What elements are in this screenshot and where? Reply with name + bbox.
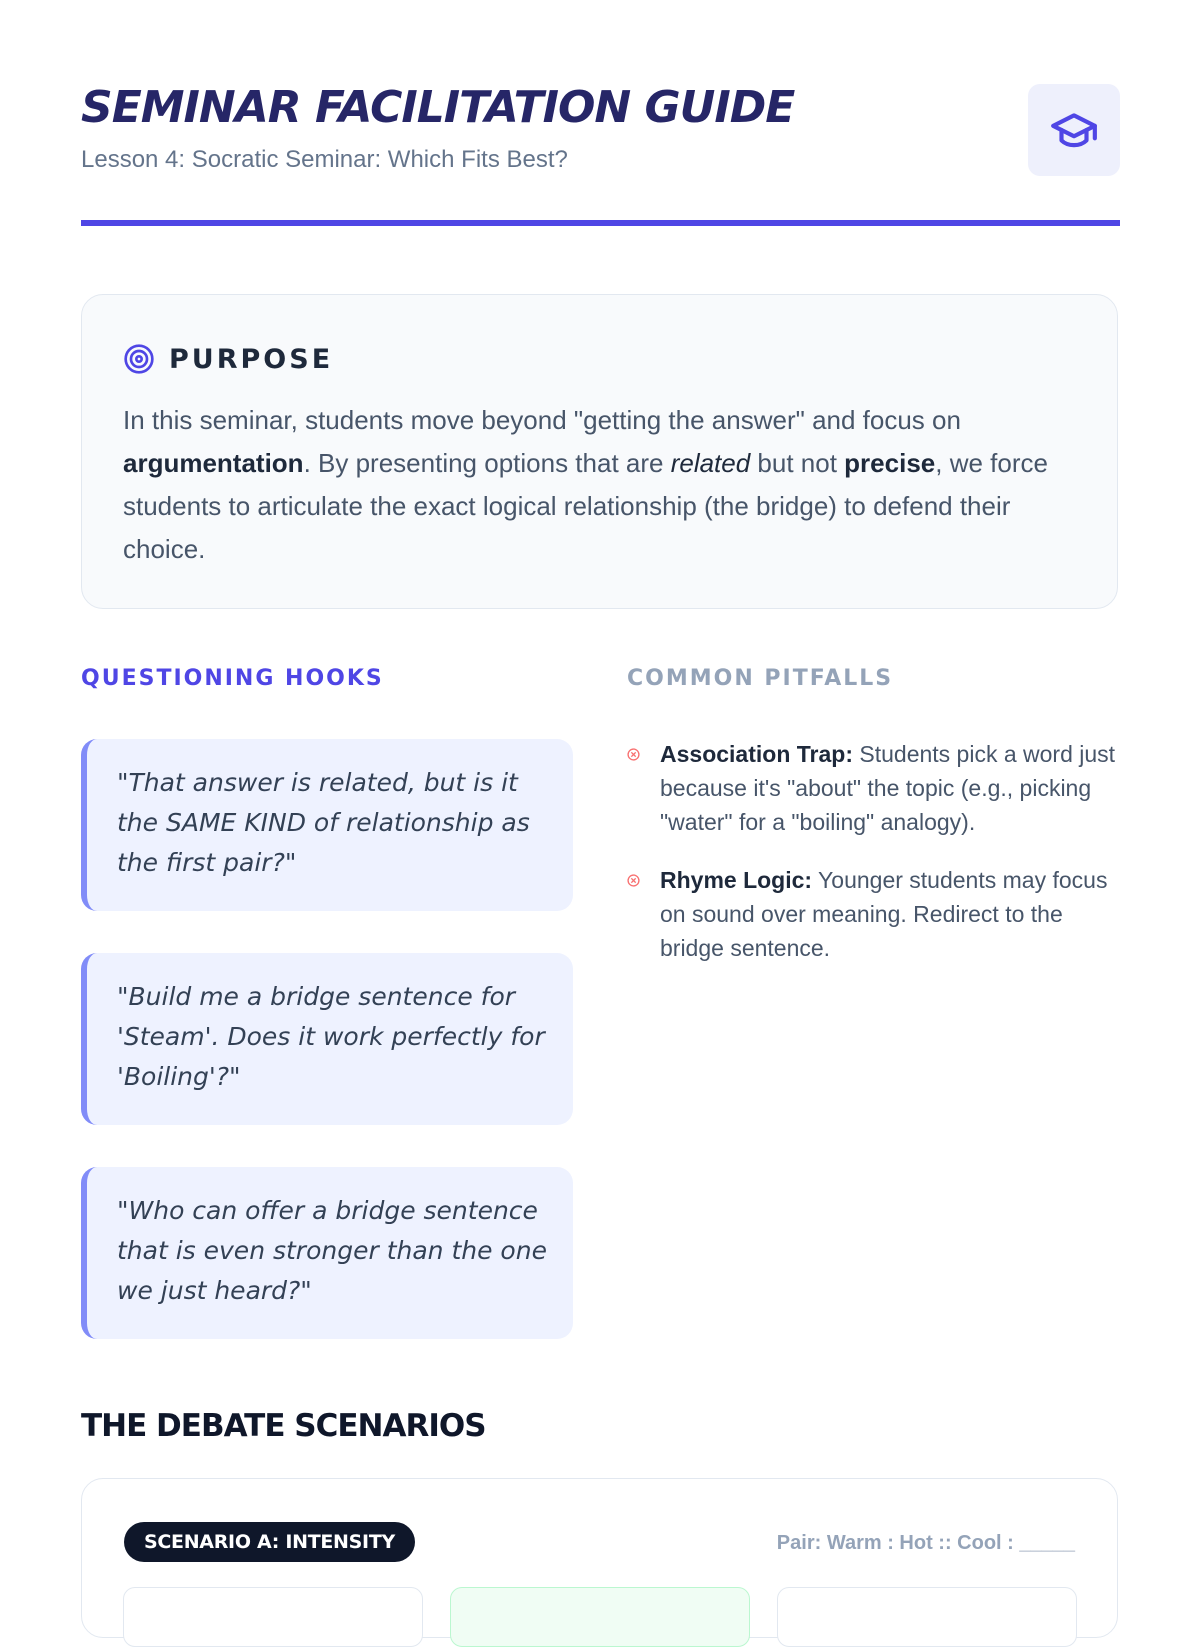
purpose-card: [81, 294, 1118, 609]
target-icon: [123, 343, 155, 375]
answer-option[interactable]: [123, 1587, 423, 1647]
lesson-subtitle: Lesson 4: Socratic Seminar: Which Fits Best?: [81, 146, 568, 173]
questioning-hook: "Who can offer a bridge sentence that is even stronger than the one we just heard?": [81, 1167, 573, 1339]
purpose-bold-precise: precise: [844, 448, 936, 478]
pitfall-item: [627, 863, 1121, 965]
pitfall-item: [627, 737, 1121, 839]
pitfall-text: Younger students may focus on sound over meaning. Redirect to the bridge sentence.: [660, 867, 1108, 961]
scenario-pair: Pair: Warm : Hot :: Cool : _____: [776, 1532, 1075, 1554]
questioning-hook: "That answer is related, but is it the SAME KIND of relationship as the first pair?": [81, 739, 573, 911]
purpose-text-part: , we force students to articulate the exact logical relationship (the bridge) to defend their choice.: [123, 448, 1048, 564]
graduation-cap-icon: [1049, 105, 1099, 155]
purpose-bold-argumentation: argumentation: [123, 448, 304, 478]
pitfalls-list: [627, 737, 1121, 989]
purpose-heading-row: [123, 343, 333, 375]
facilitation-guide-page: [81, 0, 1120, 1600]
purpose-heading: PURPOSE: [169, 343, 334, 375]
pitfall-term: Rhyme Logic:: [660, 867, 813, 893]
page-title: SEMINAR FACILITATION GUIDE: [81, 82, 795, 133]
pitfall-term: Association Trap:: [660, 741, 853, 767]
purpose-italic-related: related: [670, 448, 751, 478]
scenario-a-card: [81, 1478, 1118, 1638]
purpose-text: [123, 399, 1083, 571]
x-circle-icon: [627, 748, 640, 761]
purpose-text-part: In this seminar, students move beyond "getting the answer" and focus on: [123, 405, 961, 435]
x-circle-icon: [627, 874, 640, 887]
answer-option[interactable]: [777, 1587, 1077, 1647]
graduation-cap-badge: [1028, 84, 1120, 176]
page-header: [81, 80, 1120, 227]
purpose-text-part: . By presenting options that are: [303, 448, 671, 478]
scenario-badge: SCENARIO A: INTENSITY: [124, 1522, 415, 1562]
questioning-hooks-heading: QUESTIONING HOOKS: [81, 666, 384, 691]
debate-scenarios-heading: THE DEBATE SCENARIOS: [81, 1408, 486, 1444]
pitfall-text: Students pick a word just because it's "about" the topic (e.g., picking "water" for a "boiling" analogy).: [660, 741, 1116, 835]
header-divider: [81, 220, 1120, 226]
purpose-text-part: but not: [750, 448, 845, 478]
questioning-hook: "Build me a bridge sentence for 'Steam'. Does it work perfectly for 'Boiling'?": [81, 953, 573, 1125]
common-pitfalls-heading: COMMON PITFALLS: [627, 666, 894, 691]
answer-option-correct[interactable]: [450, 1587, 750, 1647]
